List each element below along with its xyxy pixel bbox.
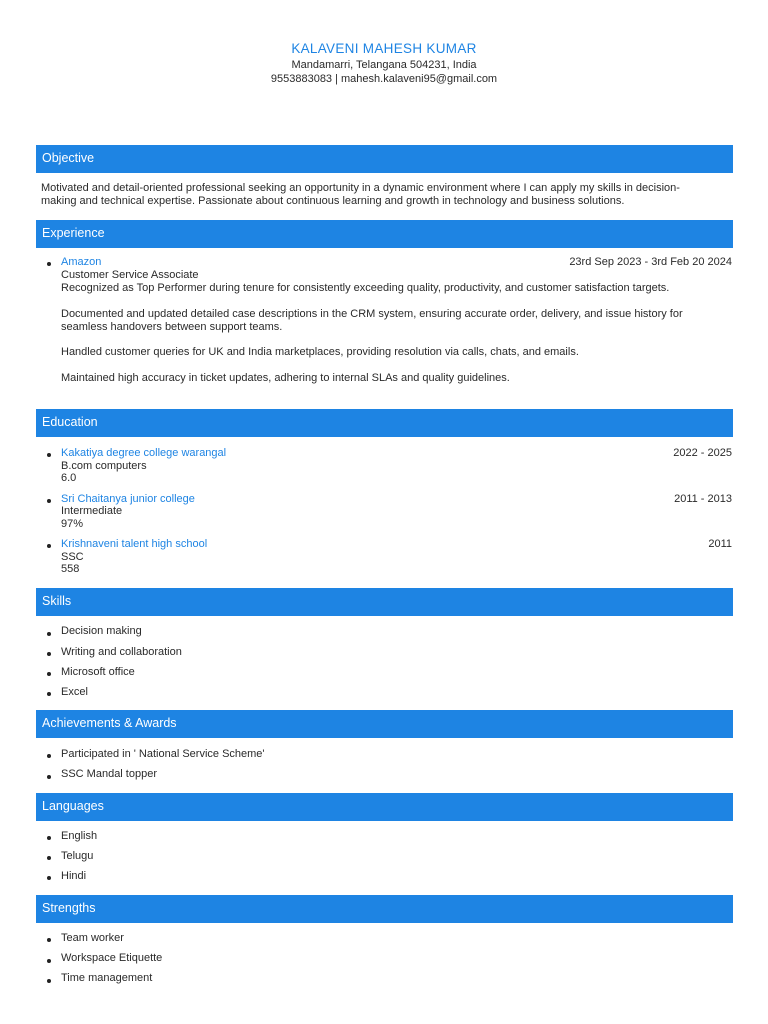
section-header-strengths: Strengths [36, 895, 733, 923]
education-course: SSC [61, 551, 84, 563]
section-header-languages: Languages [36, 793, 733, 821]
experience-point-3: Handled customer queries for UK and India marketplaces, providing resolution via calls, chats, and emails. [61, 346, 579, 358]
contact-line: 9553883083 | mahesh.kalaveni95@gmail.com [270, 73, 498, 85]
bullet-icon [47, 876, 51, 880]
education-course: Intermediate [61, 505, 123, 517]
language-item: Hindi [61, 870, 87, 882]
skill-item: Microsoft office [61, 666, 135, 678]
bullet-icon [47, 938, 51, 942]
experience-dates: 23rd Sep 2023 - 3rd Feb 20 2024 [569, 256, 732, 268]
bullet-icon [47, 544, 51, 548]
education-score: 6.0 [61, 472, 77, 484]
bullet-icon [47, 856, 51, 860]
bullet-icon [47, 652, 51, 656]
bullet-icon [47, 499, 51, 503]
address-line: Mandamarri, Telangana 504231, India [291, 59, 477, 71]
language-item: Telugu [61, 850, 94, 862]
candidate-name: KALAVENI MAHESH KUMAR [291, 41, 477, 56]
section-header-experience: Experience [36, 220, 733, 248]
strength-item: Time management [61, 972, 153, 984]
section-header-skills: Skills [36, 588, 733, 616]
education-school: Kakatiya degree college warangal [61, 447, 227, 459]
objective-line-2: making and technical expertise. Passionate about continuous learning and growth in technology and business solutions. [41, 195, 625, 207]
objective-line-1: Motivated and detail-oriented professional seeking an opportunity in a dynamic environment where I can apply my skills in decision- [41, 182, 680, 194]
section-header-education: Education [36, 409, 733, 437]
section-header-objective: Objective [36, 145, 733, 173]
bullet-icon [47, 632, 51, 636]
education-school: Sri Chaitanya junior college [61, 493, 195, 505]
bullet-icon [47, 979, 51, 983]
bullet-icon [47, 262, 51, 266]
experience-point-2a: Documented and updated detailed case descriptions in the CRM system, ensuring accurate order, delivery, and issue history for [61, 308, 683, 320]
achievement-item: Participated in ' National Service Scheme' [61, 748, 265, 760]
skill-item: Decision making [61, 625, 142, 637]
strength-item: Workspace Etiquette [61, 952, 163, 964]
experience-point-4: Maintained high accuracy in ticket updates, adhering to internal SLAs and quality guidelines. [61, 372, 510, 384]
experience-role: Customer Service Associate [61, 269, 199, 281]
bullet-icon [47, 959, 51, 963]
resume-header [0, 40, 768, 86]
section-header-achievements: Achievements & Awards [36, 710, 733, 738]
bullet-icon [47, 453, 51, 457]
education-school: Krishnaveni talent high school [61, 538, 208, 550]
skill-item: Excel [61, 686, 88, 698]
bullet-icon [47, 672, 51, 676]
bullet-icon [47, 836, 51, 840]
skill-item: Writing and collaboration [61, 646, 182, 658]
education-course: B.com computers [61, 460, 147, 472]
experience-point-2b: seamless handovers between support teams. [61, 321, 283, 333]
education-years: 2011 - 2013 [674, 493, 732, 505]
experience-point-1: Recognized as Top Performer during tenure for consistently exceeding quality, productivity, and customer satisfaction targets. [61, 282, 670, 294]
achievement-item: SSC Mandal topper [61, 768, 157, 780]
strength-item: Team worker [61, 932, 124, 944]
experience-company: Amazon [61, 256, 102, 268]
bullet-icon [47, 692, 51, 696]
education-years: 2011 [708, 538, 732, 550]
language-item: English [61, 830, 98, 842]
education-score: 97% [61, 518, 84, 530]
education-score: 558 [61, 563, 80, 575]
education-years: 2022 - 2025 [673, 447, 732, 459]
bullet-icon [47, 775, 51, 779]
bullet-icon [47, 754, 51, 758]
